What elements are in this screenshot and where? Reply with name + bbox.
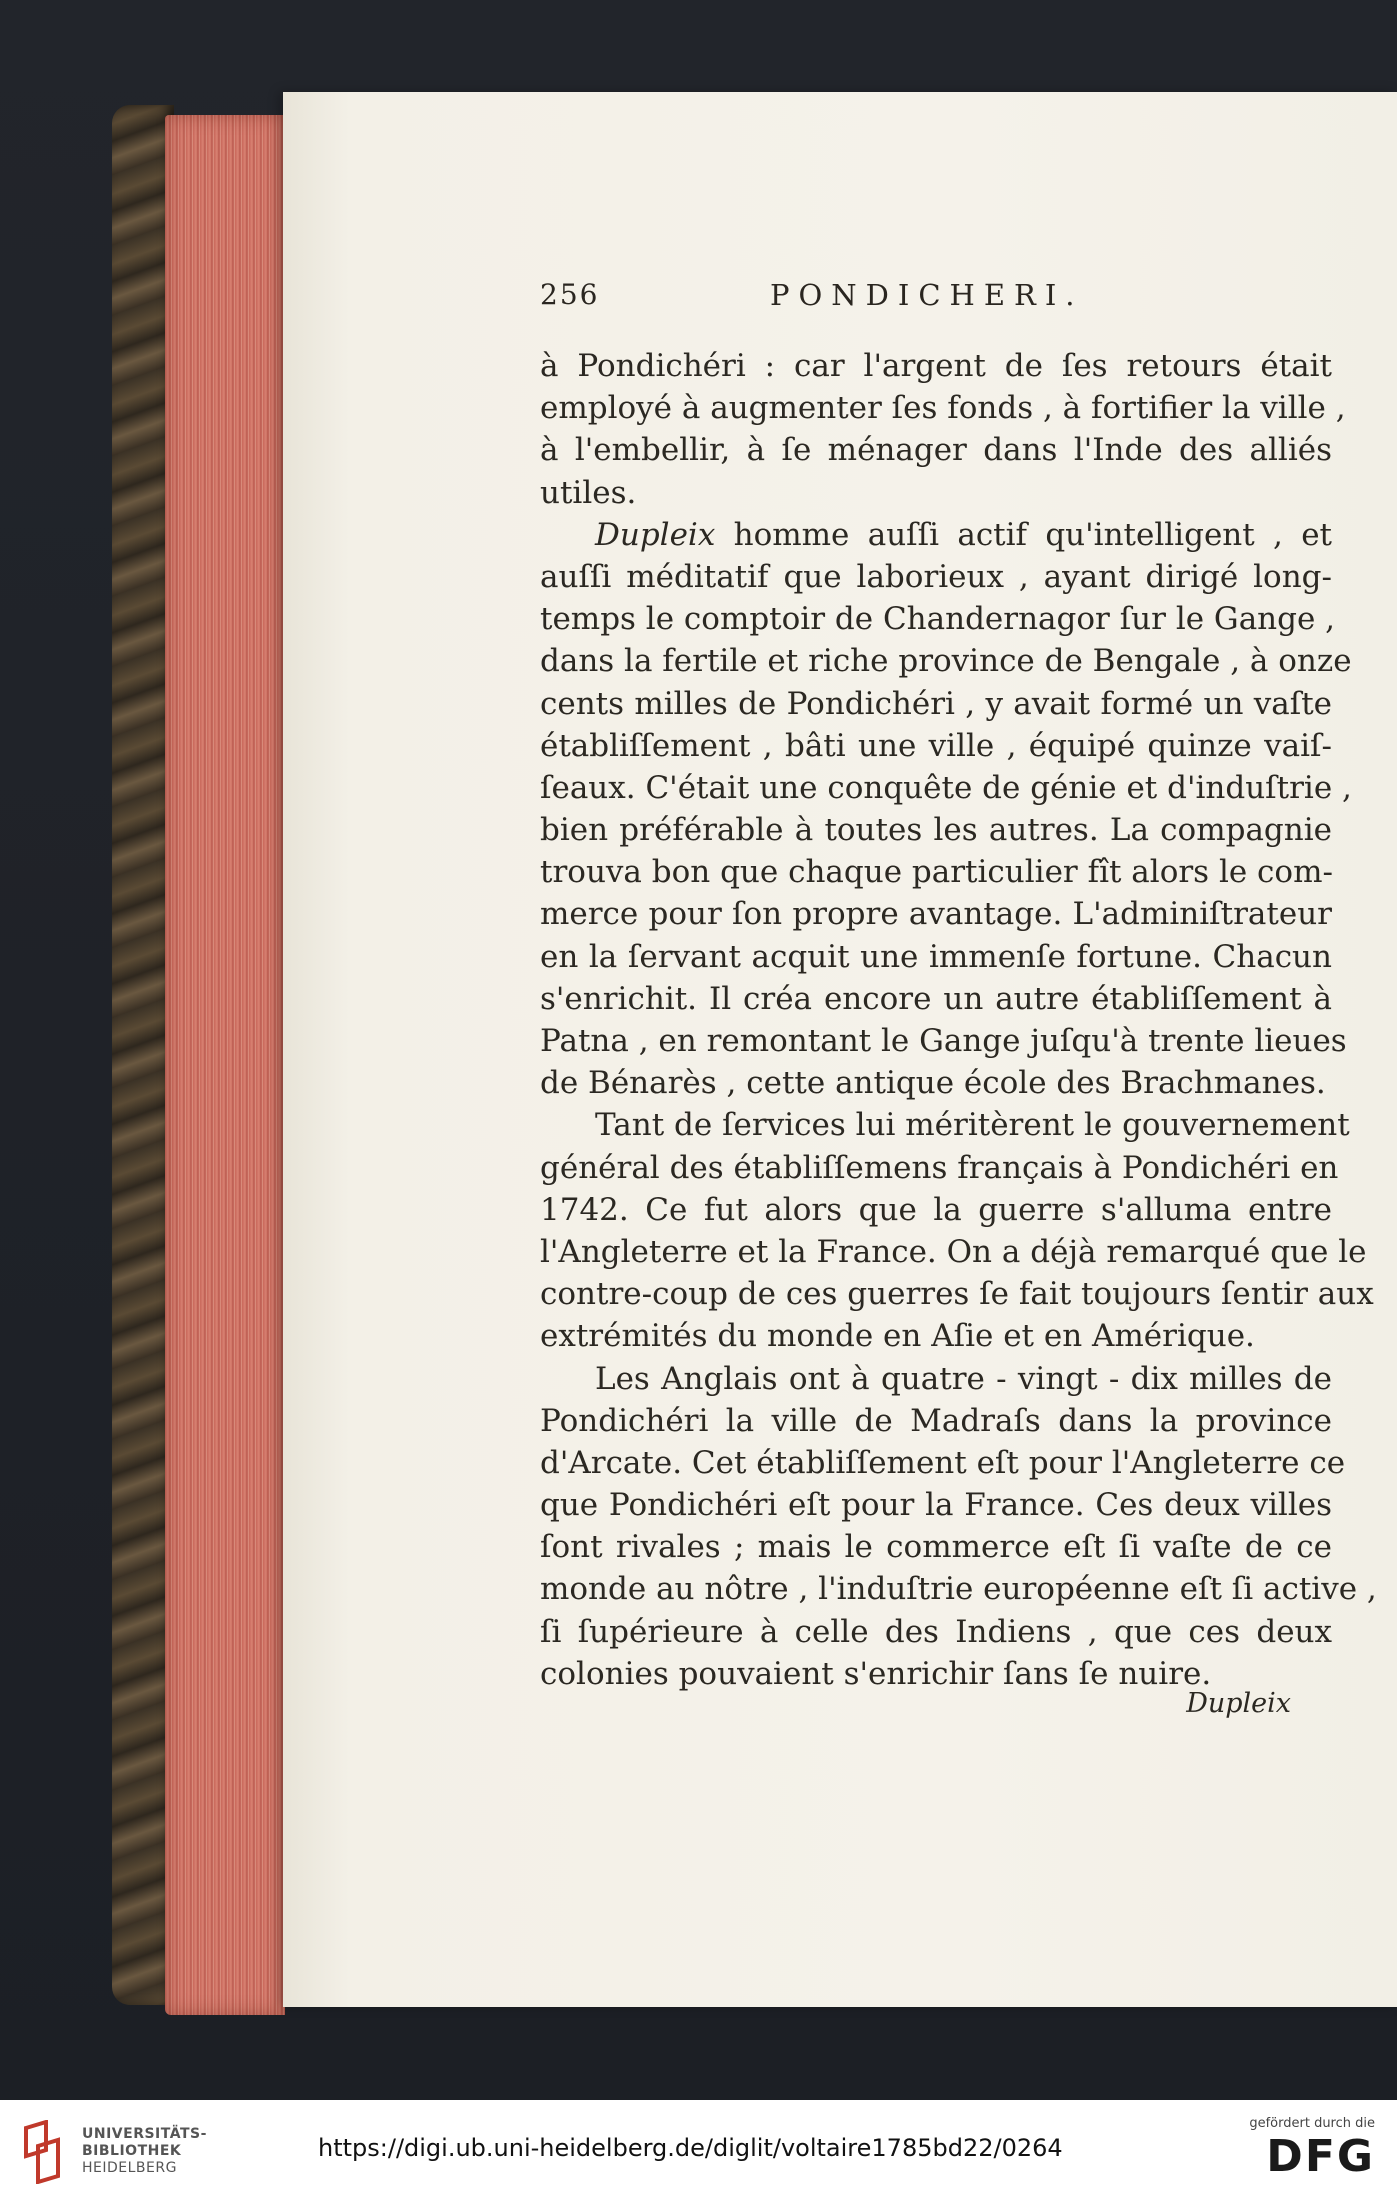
text-line: auſſi méditatif que laborieux , ayant dirigé long- (540, 558, 1332, 595)
text-line: que Pondichéri eſt pour la France. Ces deux villes (540, 1487, 1332, 1524)
text-line: Tant de ſervices lui méritèrent le gouvernement (595, 1107, 1350, 1144)
paragraph-4 (540, 1358, 1377, 1696)
text-line: de Bénarès , cette antique école des Brachmanes. (540, 1065, 1326, 1102)
body-text (540, 345, 1377, 1695)
text-line: contre-coup de ces guerres ſe fait toujours ſentir aux (540, 1276, 1374, 1313)
paragraph-3 (540, 1104, 1374, 1357)
text-line: établiſſement , bâti une ville , équipé quinze vaiſ- (540, 727, 1332, 764)
text-line: monde au nôtre , l'induſtrie européenne eſt ſi active , (540, 1571, 1377, 1608)
text-line: 1742. Ce fut alors que la guerre s'alluma entre (540, 1191, 1332, 1228)
text-line: Pondichéri la ville de Madraſs dans la province (540, 1402, 1332, 1439)
text-line: d'Arcate. Cet établiſſement eſt pour l'Angleterre ce (540, 1444, 1346, 1481)
funding-notice (1249, 2116, 1375, 2182)
text-line: utiles. (540, 474, 637, 511)
catchword: Dupleix (1186, 1688, 1291, 1719)
dfg-logo: DFG (1266, 2131, 1375, 2182)
running-head (540, 278, 1140, 318)
paragraph-1 (540, 345, 1346, 514)
text-line-first (540, 514, 1332, 556)
text-line: ſeaux. C'était une conquête de génie et d'induſtrie , (540, 769, 1352, 806)
library-name (82, 2126, 207, 2177)
running-title: PONDICHERI. (770, 278, 1084, 312)
text-line: employé à augmenter ſes fonds , à fortifier la ville , (540, 390, 1346, 427)
text-line: trouva bon que chaque particulier fît alors le com- (540, 854, 1333, 891)
text-line: temps le comptoir de Chandernagor ſur le Gange , (540, 601, 1336, 638)
red-page-edges (165, 115, 285, 2015)
text-line: Les Anglais ont à quatre - vingt - dix milles de (595, 1360, 1332, 1397)
university-library-logo-icon (16, 2120, 68, 2184)
name-dupleix: Dupleix (595, 516, 716, 553)
text-line: bien préférable à toutes les autres. La compagnie (540, 812, 1332, 849)
page-number: 256 (540, 278, 600, 311)
text-line: à Pondichéri : car l'argent de ſes retours était (540, 348, 1332, 384)
library-name-line1: UNIVERSITÄTS- (82, 2126, 207, 2142)
text-line: dans la fertile et riche province de Bengale , à onze (540, 643, 1352, 680)
paragraph-2 (540, 514, 1352, 1105)
library-name-line2: BIBLIOTHEK (82, 2143, 182, 2159)
text-line: en la ſervant acquit une immenſe fortune. Chacun (540, 938, 1332, 975)
text-line: s'enrichit. Il créa encore un autre établiſſement à (540, 980, 1332, 1017)
text-line: colonies pouvaient s'enrichir ſans ſe nuire. (540, 1655, 1212, 1692)
viewer-footer (0, 2100, 1397, 2202)
permalink-url[interactable]: https://digi.ub.uni-heidelberg.de/diglit/voltaire1785bd22/0264 (318, 2134, 1063, 2162)
text-line: merce pour ſon propre avantage. L'adminiſtrateur (540, 896, 1332, 933)
text-line: ſi ſupérieure à celle des Indiens , que ces deux (540, 1613, 1332, 1650)
text-line: cents milles de Pondichéri , y avait formé un vaſte (540, 685, 1332, 722)
text-line: ſont rivales ; mais le commerce eſt ſi vaſte de ce (540, 1529, 1332, 1566)
text-line: à l'embellir, à ſe ménager dans l'Inde des alliés (540, 432, 1332, 469)
text-line: l'Angleterre et la France. On a déjà remarqué que le (540, 1233, 1367, 1270)
text-line-rest: homme auſſi actif qu'intelligent , et (733, 516, 1332, 553)
text-line: général des établiſſemens français à Pondichéri en (540, 1149, 1339, 1186)
text-line: extrémités du monde en Aſie et en Amérique. (540, 1318, 1255, 1355)
funded-by-label: gefördert durch die (1249, 2116, 1375, 2131)
text-line: Patna , en remontant le Gange juſqu'à trente lieues (540, 1023, 1347, 1059)
library-name-line3: HEIDELBERG (82, 2160, 177, 2176)
